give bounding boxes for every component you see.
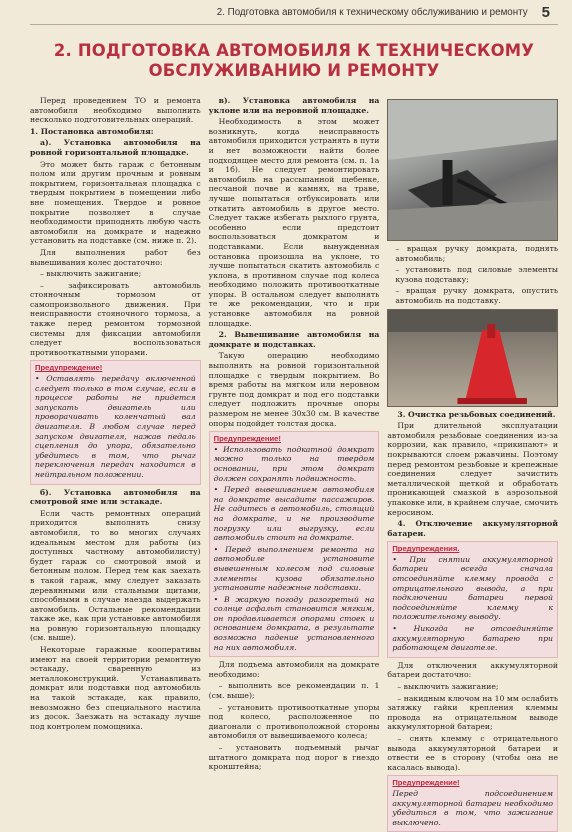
warning-title: Предупреждения. bbox=[392, 544, 460, 554]
warning-text: Перед подсоединением аккумуляторной батареи необходимо убедиться в том, что зажигание выключено. bbox=[392, 788, 554, 827]
paragraph: Такую операцию необходимо выполнять на ровной горизонтальной площадке с твердым покрытием. Во время работы на мягком или неровном грунте под домкрат и под его подставки следует подложить прочные опоры размером не менее 30x30 см. В качестве опоры подойдет толстая доска. bbox=[208, 351, 380, 428]
paragraph: Необходимость в этом может возникнуть, когда неисправность автомобиля приходится устранять в пути и нет возможности найти более подходящее место для ремонта (см. п. 1а и 1б). Не следует ремонтировать автомобиль на рассыпанной щебенке, песчаной почве и камнях, на траве, лучше попытаться отбуксировать или откатить автомобиль в другое место. Следует также избегать рыхлого грунта, особенно если предстоит воспользоваться домкратом и подставками. Если вынужденная остановка произошла на уклоне, то лучше попытаться скатить автомобиль с уклона, в противном случае под колеса необходимо положить противооткатные упоры. В остальном следует выполнять те же рекомендации, что и при установке автомобиля на ровной площадке. bbox=[208, 117, 380, 328]
list-item: – снять клемму с отрицательного вывода аккумуляторной батареи и отвести ее в сторону (чтобы она не касалась вывода). bbox=[387, 733, 559, 772]
warning-box bbox=[387, 775, 558, 832]
subsection-1b-heading: б). Установка автомобиля на смотровой яме или эстакаде. bbox=[30, 487, 201, 507]
paragraph: Если часть ремонтных операций приходится выполнять снизу автомобиля, то во многих случаях идеальным местом для работы (из доступных частному автомобилисту) будет гараж со смотровой ямой и бетонным полом. Перед тем как заехать в такой гараж, мму следует заказать деревянными или стальными щитами, способными в случае наезда выдержать автомобиль. Остальные рекомендации также же, как при установке автомобиля на ровную горизонтальную площадку (см. выше). bbox=[30, 508, 201, 643]
list-item: – выключить зажигание; bbox=[397, 682, 499, 691]
list-item: – установить противооткатные упоры под колесо, расположенное по диагонали с противоположной стороны автомобиля от вывешиваемого колеса; bbox=[208, 702, 380, 741]
warning-text: • В жаркую погоду разогретый на солнце асфальт становится мягким, он продавливается опорами стоек и основанием домкрата, в результате возможно падение установленного на них автомобиля. bbox=[213, 594, 375, 652]
warning-title: Предупреждение! bbox=[35, 363, 103, 373]
chapter-title-line-2: ОБСЛУЖИВАНИЮ И РЕМОНТУ bbox=[148, 61, 440, 80]
jack-photo bbox=[387, 99, 558, 241]
list-item: – накидным ключом на 10 мм ослабить затяжку гайки крепления клеммы провода на отрицательном выводе аккумуляторной батареи; bbox=[387, 693, 559, 732]
warning-title: Предупреждение! bbox=[213, 434, 281, 444]
subsection-1a-heading: а). Установка автомобиля на ровной горизонтальной площадке. bbox=[30, 138, 201, 157]
paragraph: При длительной эксплуатации автомобиля резьбовые соединения из-за коррозии, как правило, «прикипают» и покрываются слоем ржавчины. Поэтому перед ремонтом резьбовые и крепежные соединения следует зачистить металлической щеткой и обработать проникающей смазкой в аэрозольной упаковке или, в крайнем случае, смочить керосином. bbox=[387, 421, 559, 517]
section-3-heading: 3. Очистка резьбовых соединений. bbox=[397, 409, 556, 419]
list-item: – установить подъемный рычаг штатного домкрата под порог в гнездо кронштейна; bbox=[208, 743, 380, 772]
paragraph: Некоторые гаражные кооперативы имеют на своей территории ремонтную эстакаду, сваренную из металлоконструкций. Устанавливать домкрат или подставки под автомобиль на такой эстакаде, как правило, невозможно без специального настила из досок. Заезжать на эстакаду лучше под контролем помощника. bbox=[30, 645, 201, 731]
running-title: 2. Подготовка автомобиля к техническому обслуживанию и ремонту bbox=[216, 6, 528, 18]
list-item: – зафиксировать автомобиль стояночным тормозом от самопроизвольного движения. При неисправности стояночного тормоза, а также перед ремонтом тормозной системы для фиксации автомобиля следует воспользоваться противооткатными упорами. bbox=[30, 280, 201, 357]
paragraph: Это может быть гараж с бетонным полом или другим прочным и ровным покрытием, горизонтальная площадка с твердым покрытием в помещении либо вне помещения. Твердое и ровное покрытие позволяет в случае необходимости приподнять любую часть автомобиля на домкрате и надежно установить на подставке (см. ниже п. 2). bbox=[30, 159, 201, 246]
text-columns bbox=[30, 96, 559, 827]
list-item: – выполнить все рекомендации п. 1 (см. выше); bbox=[208, 681, 380, 701]
warning-box bbox=[30, 360, 201, 484]
chapter-title bbox=[30, 41, 558, 81]
jack-stand-photo bbox=[387, 309, 558, 407]
chapter-title-line-1: 2. ПОДГОТОВКА АВТОМОБИЛЯ К ТЕХНИЧЕСКОМУ bbox=[53, 41, 535, 60]
paragraph: Для подъема автомобиля на домкрате необходимо: bbox=[208, 660, 380, 679]
section-1-heading: 1. Постановка автомобиля: bbox=[30, 126, 154, 136]
warning-text: • При снятии аккумуляторной батареи всегда сначала отсоединяйте клемму провода с отрицательного вывода, а при подключении батареи первой подсоединяйте клемму к положительному выводу. bbox=[392, 554, 554, 622]
column-2-top bbox=[209, 96, 380, 330]
list-item: – вращая ручку домкрата, поднять автомобиль; bbox=[395, 244, 559, 263]
column-2-text bbox=[209, 96, 380, 330]
running-header bbox=[30, 0, 558, 25]
warning-text: • Перед вывешиванием автомобиля на домкрате высадите пассажиров. Не садитесь в автомобиль, стоящий на домкрате, и не производите погрузку или выгрузку, если автомобиль стоит на домкрате. bbox=[213, 485, 375, 543]
paragraph: Для выполнения работ без вывешивания колес достаточно: bbox=[30, 247, 201, 267]
page-number: 5 bbox=[541, 3, 550, 21]
list-item: – выключить зажигание; bbox=[40, 269, 142, 279]
warning-box bbox=[209, 431, 380, 657]
warning-box bbox=[387, 541, 558, 658]
section-2-heading: 2. Вывешивание автомобиля на домкрате и подставках. bbox=[208, 330, 380, 349]
section-4-heading: 4. Отключение аккумуляторной батареи. bbox=[387, 519, 559, 538]
column-1 bbox=[30, 96, 201, 800]
column-3 bbox=[387, 96, 559, 827]
warning-text: • Использовать подкатной домкрат можно только на твердом основании, при этом домкрат должен сохранять подвижность. bbox=[213, 444, 375, 483]
list-item: – установить под силовые элементы кузова подставку; bbox=[395, 265, 559, 284]
jack-stand-illustration bbox=[388, 310, 557, 406]
list-item: – вращая ручку домкрата, опустить автомобиль на подставку. bbox=[395, 286, 559, 305]
warning-text: • Оставлять передачу включенной следует только в том случае, если в процессе работы не придется запускать двигатель или проворачивать коленчатый вал двигателя. В любом случае перед запуском двигателя, нажав педаль сцепления до упора, обязательно убедитесь в том, что рычаг переключения передач находится в нейтральном положении. bbox=[35, 374, 196, 479]
intro-paragraph: Перед проведением ТО и ремонта автомобиля необходимо выполнить несколько подготовительных операций. bbox=[30, 96, 201, 125]
warning-text: • Никогда не отсоединяйте аккумуляторную батарею при работающем двигателе. bbox=[392, 624, 554, 653]
warning-title: Предупреждение! bbox=[392, 778, 460, 788]
paragraph: Для отключения аккумуляторной батареи достаточно: bbox=[387, 660, 559, 680]
warning-text: • Перед выполнением ремонта на автомобиле установите вывешенным колесом под силовые элементы кузова обязательно установите надежные подставки. bbox=[213, 544, 375, 593]
subsection-1c-heading: в). Установка автомобиля на уклоне или на неровной площадке. bbox=[208, 96, 380, 115]
column-2 bbox=[209, 96, 380, 800]
jack-illustration bbox=[388, 100, 557, 240]
